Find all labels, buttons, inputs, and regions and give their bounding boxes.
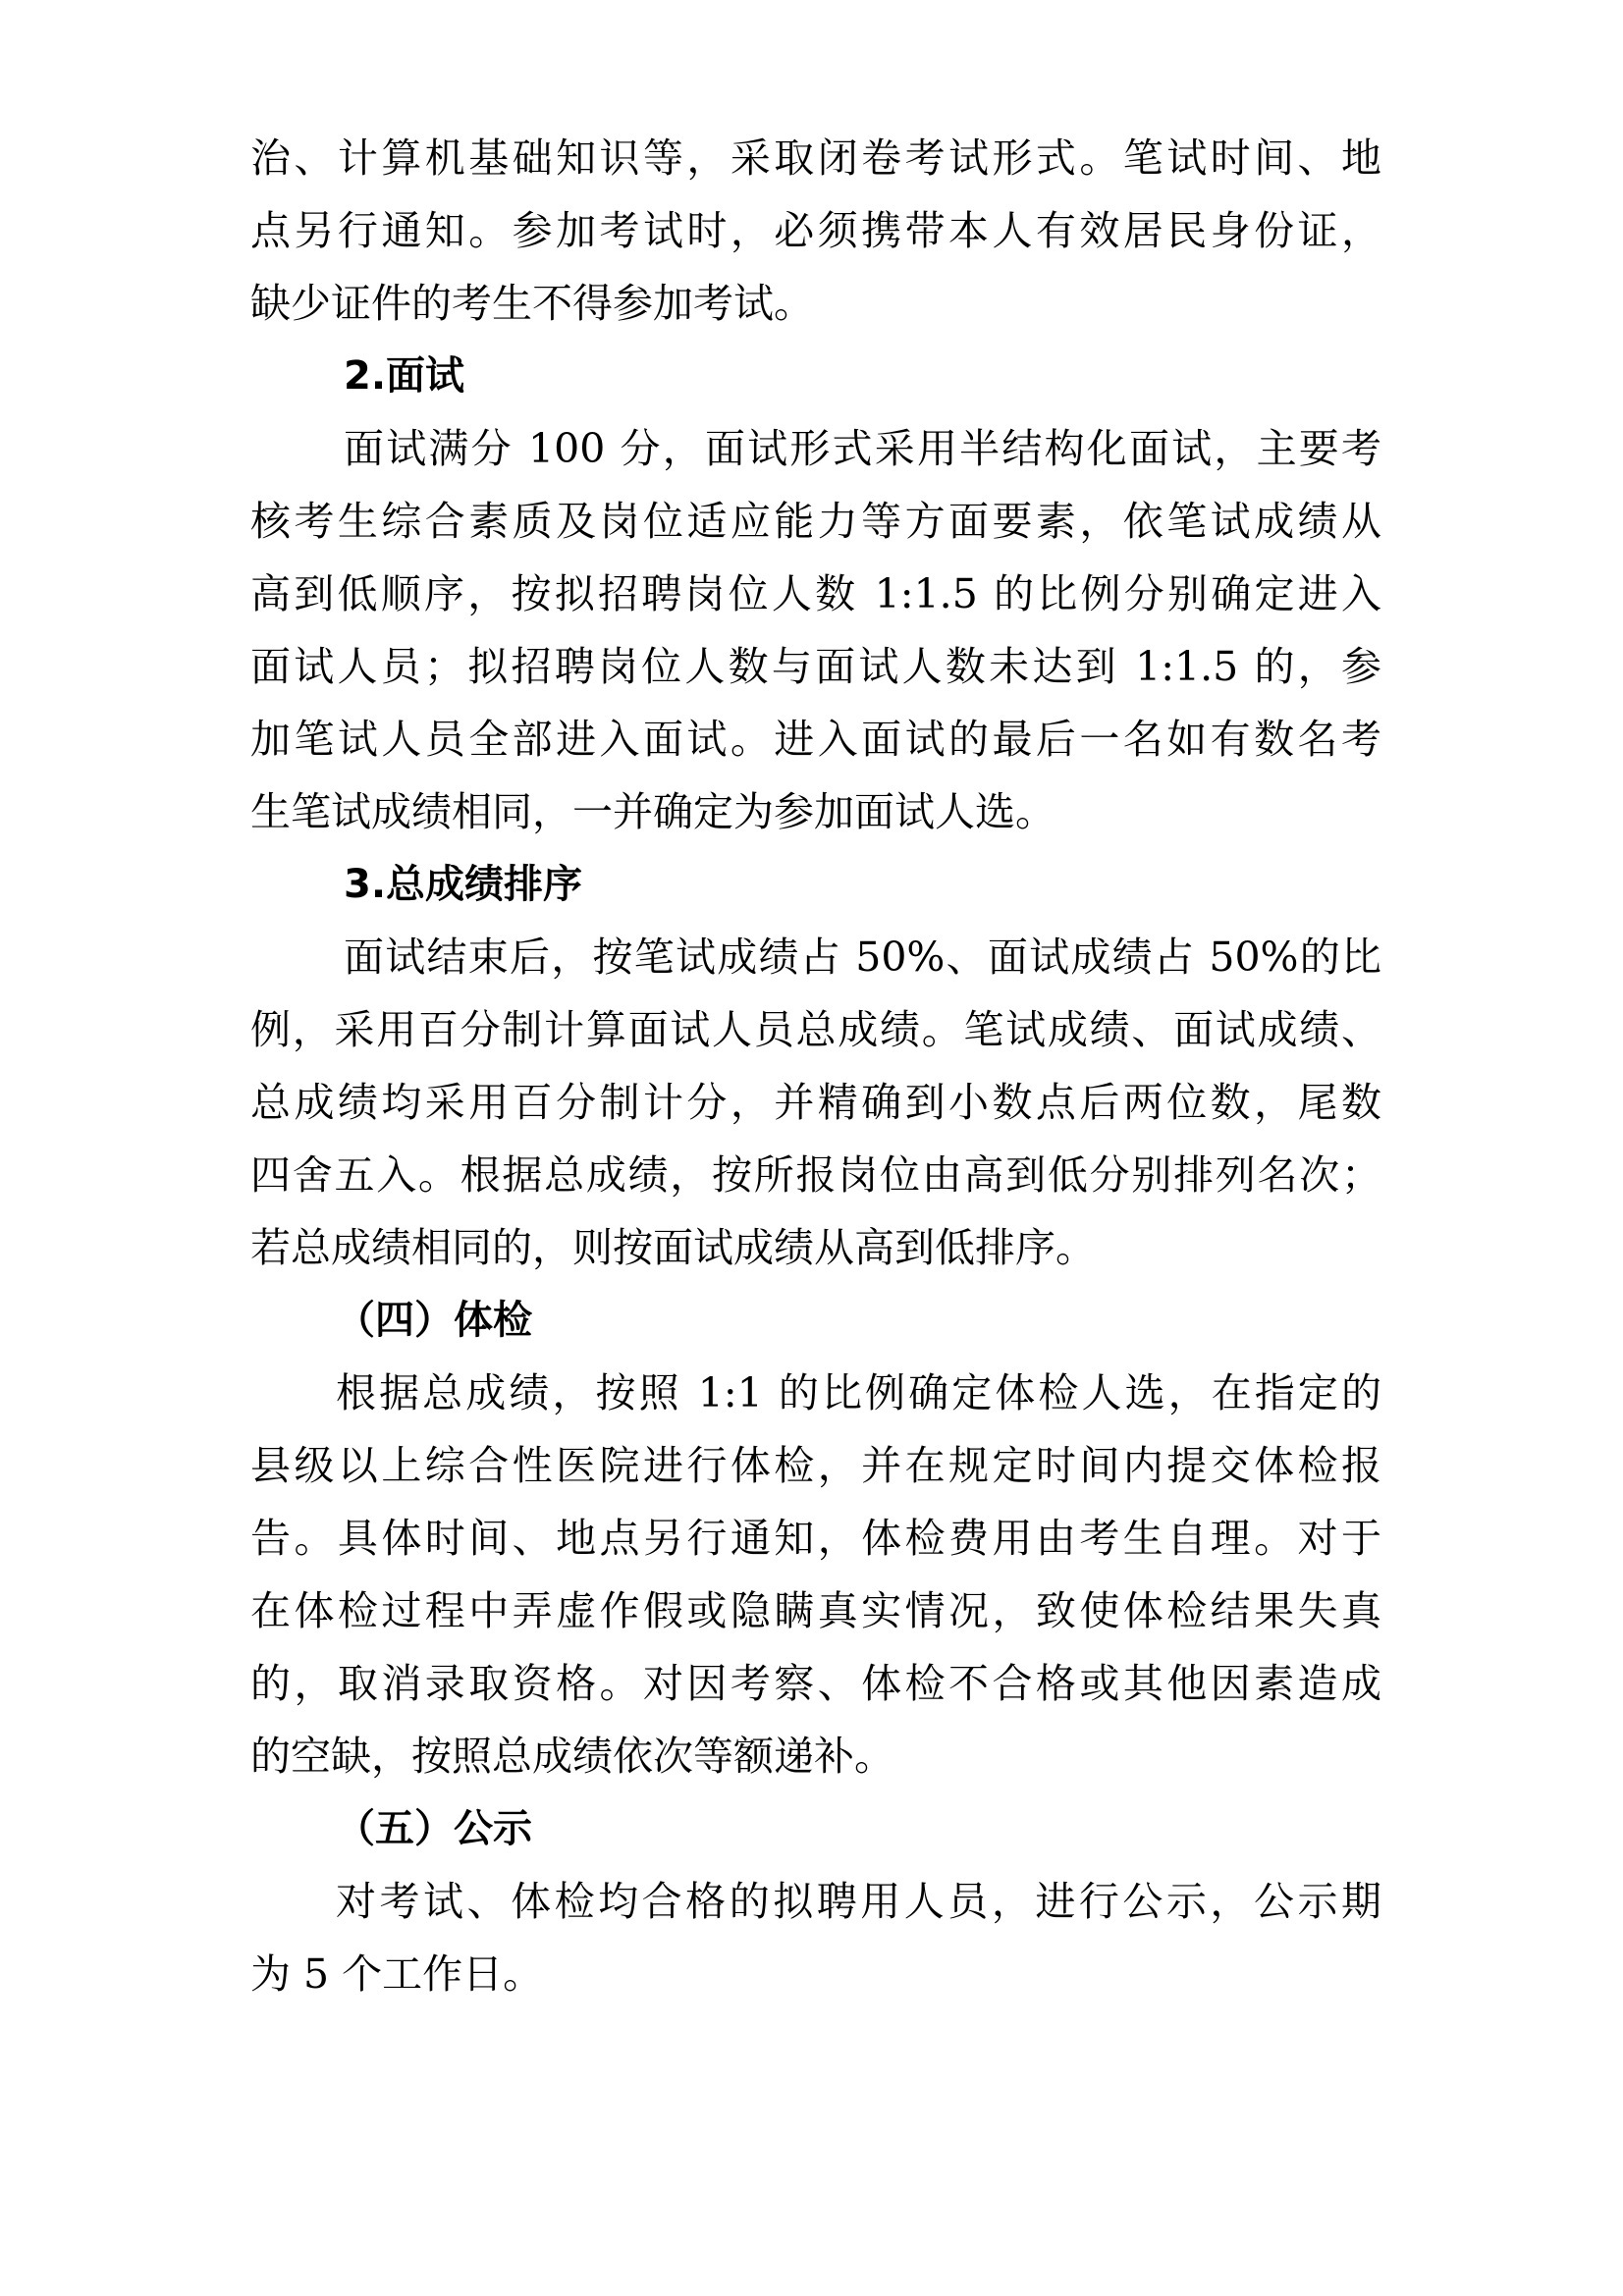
paragraph-line: 缺少证件的考生不得参加考试。 [250,280,814,327]
paragraph-line: 核考生综合素质及岗位适应能力等方面要素，依笔试成绩从 [250,498,1381,545]
paragraph-line: 面试人员；拟招聘岗位人数与面试人数未达到 1:1.5 的，参 [250,643,1381,690]
paragraph-line: 县级以上综合性医院进行体检，并在规定时间内提交体检报 [250,1442,1381,1489]
paragraph-line: 总成绩均采用百分制计分，并精确到小数点后两位数，尾数 [250,1079,1381,1126]
paragraph-line: 例，采用百分制计算面试人员总成绩。笔试成绩、面试成绩、 [250,1006,1381,1053]
interview-heading: 2.面试 [344,353,465,399]
paragraph-line: 根据总成绩，按照 1:1 的比例确定体检人选，在指定的 [336,1369,1381,1416]
paragraph-line: 加笔试人员全部进入面试。进入面试的最后一名如有数名考 [250,716,1381,763]
paragraph-line: 点另行通知。参加考试时，必须携带本人有效居民身份证， [250,207,1381,254]
paragraph-line: 治、计算机基础知识等，采取闭卷考试形式。笔试时间、地 [250,134,1381,182]
paragraph-line: 在体检过程中弄虚作假或隐瞒真实情况，致使体检结果失真 [250,1587,1381,1634]
paragraph-line: 的，取消录取资格。对因考察、体检不合格或其他因素造成 [250,1660,1381,1707]
paragraph-line: 为 5 个工作日。 [250,1950,544,1998]
paragraph-line: 的空缺，按照总成绩依次等额递补。 [250,1733,894,1780]
paragraph-line: 四舍五入。根据总成绩，按所报岗位由高到低分别排列名次； [250,1151,1381,1199]
paragraph-line: 若总成绩相同的，则按面试成绩从高到低排序。 [250,1224,1096,1271]
paragraph-line: 生笔试成绩相同，一并确定为参加面试人选。 [250,788,1055,835]
paragraph-line: 面试满分 100 分，面试形式采用半结构化面试，主要考 [344,425,1381,472]
paragraph-line: 高到低顺序，按拟招聘岗位人数 1:1.5 的比例分别确定进入 [250,570,1381,617]
publicity-heading: （五）公示 [336,1806,532,1851]
paragraph-line: 告。具体时间、地点另行通知，体检费用由考生自理。对于 [250,1515,1381,1562]
medical-heading: （四）体检 [336,1298,532,1343]
ranking-heading: 3.总成绩排序 [344,862,583,907]
paragraph-line: 面试结束后，按笔试成绩占 50%、面试成绩占 50%的比 [344,934,1381,981]
paragraph-line: 对考试、体检均合格的拟聘用人员，进行公示，公示期 [336,1878,1381,1925]
